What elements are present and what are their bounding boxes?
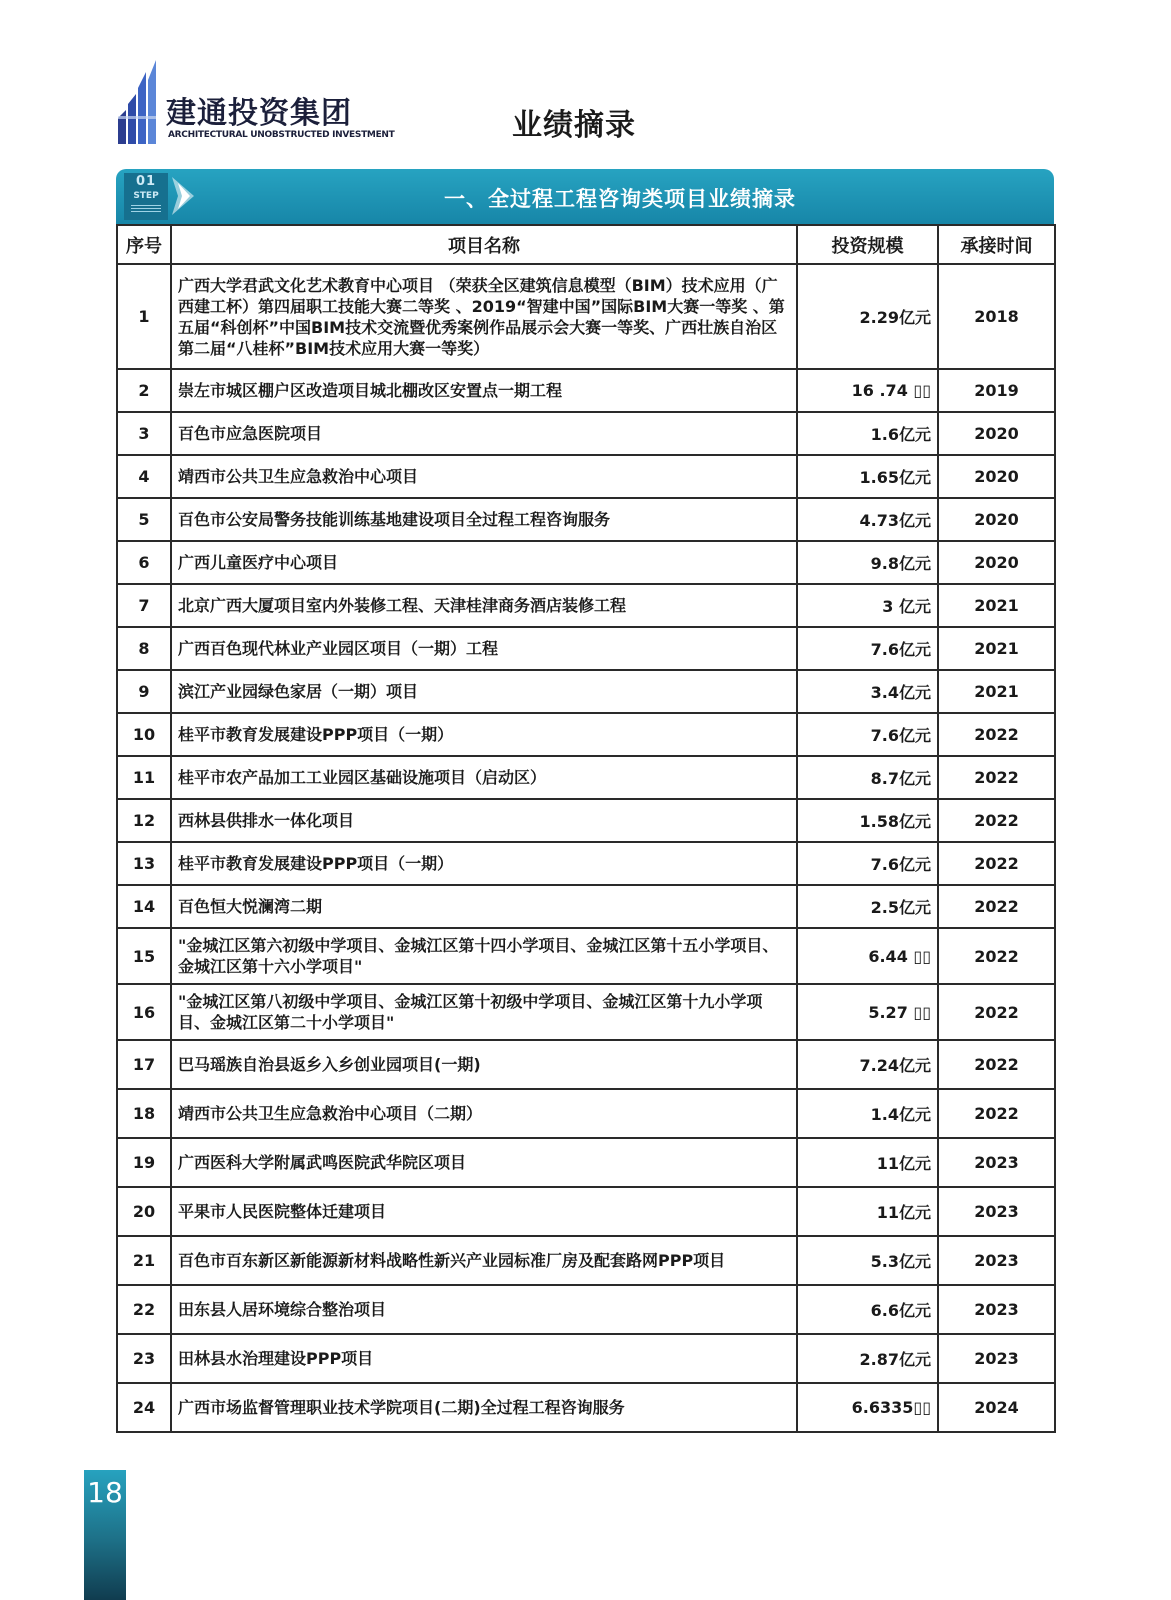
project-name-cell: 百色恒大悦澜湾二期: [171, 885, 797, 928]
table-header-row: [117, 225, 1055, 264]
project-name-cell: "金城江区第六初级中学项目、金城江区第十四小学项目、金城江区第十五小学项目、金城江区第十六小学项目": [171, 928, 797, 984]
project-name-cell: 百色市公安局警务技能训练基地建设项目全过程工程咨询服务: [171, 498, 797, 541]
table-row: [117, 885, 1055, 928]
table-row: [117, 1236, 1055, 1285]
investment-amount-cell: 1.65亿元: [797, 455, 938, 498]
contract-year-cell: 2020: [938, 412, 1055, 455]
table-row: [117, 1138, 1055, 1187]
project-name-cell: 平果市人民医院整体迁建项目: [171, 1187, 797, 1236]
investment-amount-cell: 2.29亿元: [797, 264, 938, 369]
header-project-name: 项目名称: [171, 225, 797, 264]
serial-no-cell: 22: [117, 1285, 171, 1334]
project-name-cell: 田林县水治理建设PPP项目: [171, 1334, 797, 1383]
contract-year-cell: 2021: [938, 670, 1055, 713]
project-name-cell: 桂平市教育发展建设PPP项目（一期）: [171, 842, 797, 885]
project-name-cell: 西林县供排水一体化项目: [171, 799, 797, 842]
table-row: [117, 498, 1055, 541]
table-row: [117, 1334, 1055, 1383]
contract-year-cell: 2020: [938, 498, 1055, 541]
serial-no-cell: 17: [117, 1040, 171, 1089]
table-row: [117, 928, 1055, 984]
table-row: [117, 1089, 1055, 1138]
table-row: [117, 412, 1055, 455]
table-row: [117, 455, 1055, 498]
contract-year-cell: 2022: [938, 713, 1055, 756]
serial-no-cell: 8: [117, 627, 171, 670]
table-row: [117, 799, 1055, 842]
project-name-cell: 广西大学君武文化艺术教育中心项目 （荣获全区建筑信息模型（BIM）技术应用（广西建工杯）第四届职工技能大赛二等奖 、2019“智建中国”国际BIM大赛一等奖 、第五届“科创杯”中国BIM技术交流暨优秀案例作品展示会大赛一等奖、广西壮族自治区第二届“八桂杯”BIM技术应用大赛一等奖）: [171, 264, 797, 369]
contract-year-cell: 2023: [938, 1334, 1055, 1383]
project-name-cell: 靖西市公共卫生应急救治中心项目（二期）: [171, 1089, 797, 1138]
serial-no-cell: 7: [117, 584, 171, 627]
contract-year-cell: 2022: [938, 756, 1055, 799]
table-row: [117, 584, 1055, 627]
project-name-cell: 广西儿童医疗中心项目: [171, 541, 797, 584]
investment-amount-cell: 11亿元: [797, 1187, 938, 1236]
investment-amount-cell: 3.4亿元: [797, 670, 938, 713]
table-row: [117, 713, 1055, 756]
contract-year-cell: 2023: [938, 1285, 1055, 1334]
contract-year-cell: 2021: [938, 584, 1055, 627]
header-investment-scale: 投资规模: [797, 225, 938, 264]
contract-year-cell: 2019: [938, 369, 1055, 412]
investment-amount-cell: 9.8亿元: [797, 541, 938, 584]
serial-no-cell: 19: [117, 1138, 171, 1187]
serial-no-cell: 5: [117, 498, 171, 541]
project-name-cell: 桂平市教育发展建设PPP项目（一期）: [171, 713, 797, 756]
header-serial-no: 序号: [117, 225, 171, 264]
serial-no-cell: 9: [117, 670, 171, 713]
contract-year-cell: 2023: [938, 1187, 1055, 1236]
table-row: [117, 756, 1055, 799]
investment-amount-cell: 1.6亿元: [797, 412, 938, 455]
serial-no-cell: 23: [117, 1334, 171, 1383]
investment-amount-cell: 2.87亿元: [797, 1334, 938, 1383]
serial-no-cell: 2: [117, 369, 171, 412]
investment-amount-cell: 7.6亿元: [797, 713, 938, 756]
serial-no-cell: 3: [117, 412, 171, 455]
project-name-cell: 崇左市城区棚户区改造项目城北棚改区安置点一期工程: [171, 369, 797, 412]
contract-year-cell: 2022: [938, 885, 1055, 928]
serial-no-cell: 10: [117, 713, 171, 756]
section-banner: [116, 169, 1054, 224]
investment-amount-cell: 6.6335▯▯: [797, 1383, 938, 1432]
performance-table: [116, 224, 1056, 1433]
step-label: STEP: [133, 191, 159, 201]
investment-amount-cell: 2.5亿元: [797, 885, 938, 928]
project-name-cell: 百色市应急医院项目: [171, 412, 797, 455]
project-name-cell: 靖西市公共卫生应急救治中心项目: [171, 455, 797, 498]
contract-year-cell: 2022: [938, 928, 1055, 984]
contract-year-cell: 2024: [938, 1383, 1055, 1432]
serial-no-cell: 11: [117, 756, 171, 799]
project-name-cell: "金城江区第八初级中学项目、金城江区第十初级中学项目、金城江区第十九小学项目、金城江区第二十小学项目": [171, 984, 797, 1040]
contract-year-cell: 2023: [938, 1138, 1055, 1187]
project-name-cell: 田东县人居环境综合整治项目: [171, 1285, 797, 1334]
serial-no-cell: 12: [117, 799, 171, 842]
contract-year-cell: 2022: [938, 1040, 1055, 1089]
investment-amount-cell: 16 .74 ▯▯: [797, 369, 938, 412]
table-row: [117, 1187, 1055, 1236]
building-logo-icon: [116, 58, 164, 144]
table-row: [117, 369, 1055, 412]
contract-year-cell: 2022: [938, 984, 1055, 1040]
serial-no-cell: 16: [117, 984, 171, 1040]
contract-year-cell: 2023: [938, 1236, 1055, 1285]
project-name-cell: 广西市场监督管理职业技术学院项目(二期)全过程工程咨询服务: [171, 1383, 797, 1432]
investment-amount-cell: 4.73亿元: [797, 498, 938, 541]
contract-year-cell: 2022: [938, 842, 1055, 885]
table-row: [117, 842, 1055, 885]
serial-no-cell: 24: [117, 1383, 171, 1432]
serial-no-cell: 21: [117, 1236, 171, 1285]
table-row: [117, 1383, 1055, 1432]
project-name-cell: 桂平市农产品加工工业园区基础设施项目（启动区）: [171, 756, 797, 799]
table-body: [117, 264, 1055, 1432]
investment-amount-cell: 8.7亿元: [797, 756, 938, 799]
serial-no-cell: 6: [117, 541, 171, 584]
investment-amount-cell: 1.58亿元: [797, 799, 938, 842]
serial-no-cell: 14: [117, 885, 171, 928]
header-contract-year: 承接时间: [938, 225, 1055, 264]
investment-amount-cell: 11亿元: [797, 1138, 938, 1187]
table-row: [117, 627, 1055, 670]
investment-amount-cell: 7.24亿元: [797, 1040, 938, 1089]
serial-no-cell: 20: [117, 1187, 171, 1236]
table-row: [117, 670, 1055, 713]
table-row: [117, 1285, 1055, 1334]
contract-year-cell: 2020: [938, 541, 1055, 584]
contract-year-cell: 2020: [938, 455, 1055, 498]
project-name-cell: 广西百色现代林业产业园区项目（一期）工程: [171, 627, 797, 670]
brand-name-english: ARCHITECTURAL UNOBSTRUCTED INVESTMENT: [168, 130, 395, 140]
table-row: [117, 984, 1055, 1040]
project-name-cell: 北京广西大厦项目室内外装修工程、天津桂津商务酒店装修工程: [171, 584, 797, 627]
investment-amount-cell: 6.6亿元: [797, 1285, 938, 1334]
investment-amount-cell: 1.4亿元: [797, 1089, 938, 1138]
section-title: 一、全过程工程咨询类项目业绩摘录: [444, 187, 796, 211]
investment-amount-cell: 7.6亿元: [797, 627, 938, 670]
project-name-cell: 广西医科大学附属武鸣医院武华院区项目: [171, 1138, 797, 1187]
serial-no-cell: 15: [117, 928, 171, 984]
page-title: 业绩摘录: [512, 108, 636, 143]
table-row: [117, 264, 1055, 369]
serial-no-cell: 1: [117, 264, 171, 369]
contract-year-cell: 2018: [938, 264, 1055, 369]
table-row: [117, 1040, 1055, 1089]
investment-amount-cell: 3 亿元: [797, 584, 938, 627]
brand-logo: [116, 58, 406, 148]
investment-amount-cell: 7.6亿元: [797, 842, 938, 885]
project-name-cell: 巴马瑶族自治县返乡入乡创业园项目(一期): [171, 1040, 797, 1089]
contract-year-cell: 2022: [938, 799, 1055, 842]
project-name-cell: 百色市百东新区新能源新材料战略性新兴产业园标准厂房及配套路网PPP项目: [171, 1236, 797, 1285]
serial-no-cell: 4: [117, 455, 171, 498]
serial-no-cell: 13: [117, 842, 171, 885]
investment-amount-cell: 6.44 ▯▯: [797, 928, 938, 984]
serial-no-cell: 18: [117, 1089, 171, 1138]
page-number: 18: [84, 1470, 126, 1600]
contract-year-cell: 2021: [938, 627, 1055, 670]
brand-name: 建通投资集团: [166, 96, 352, 131]
investment-amount-cell: 5.3亿元: [797, 1236, 938, 1285]
table-row: [117, 541, 1055, 584]
step-number: 01: [135, 174, 157, 189]
project-name-cell: 滨江产业园绿色家居（一期）项目: [171, 670, 797, 713]
contract-year-cell: 2022: [938, 1089, 1055, 1138]
investment-amount-cell: 5.27 ▯▯: [797, 984, 938, 1040]
